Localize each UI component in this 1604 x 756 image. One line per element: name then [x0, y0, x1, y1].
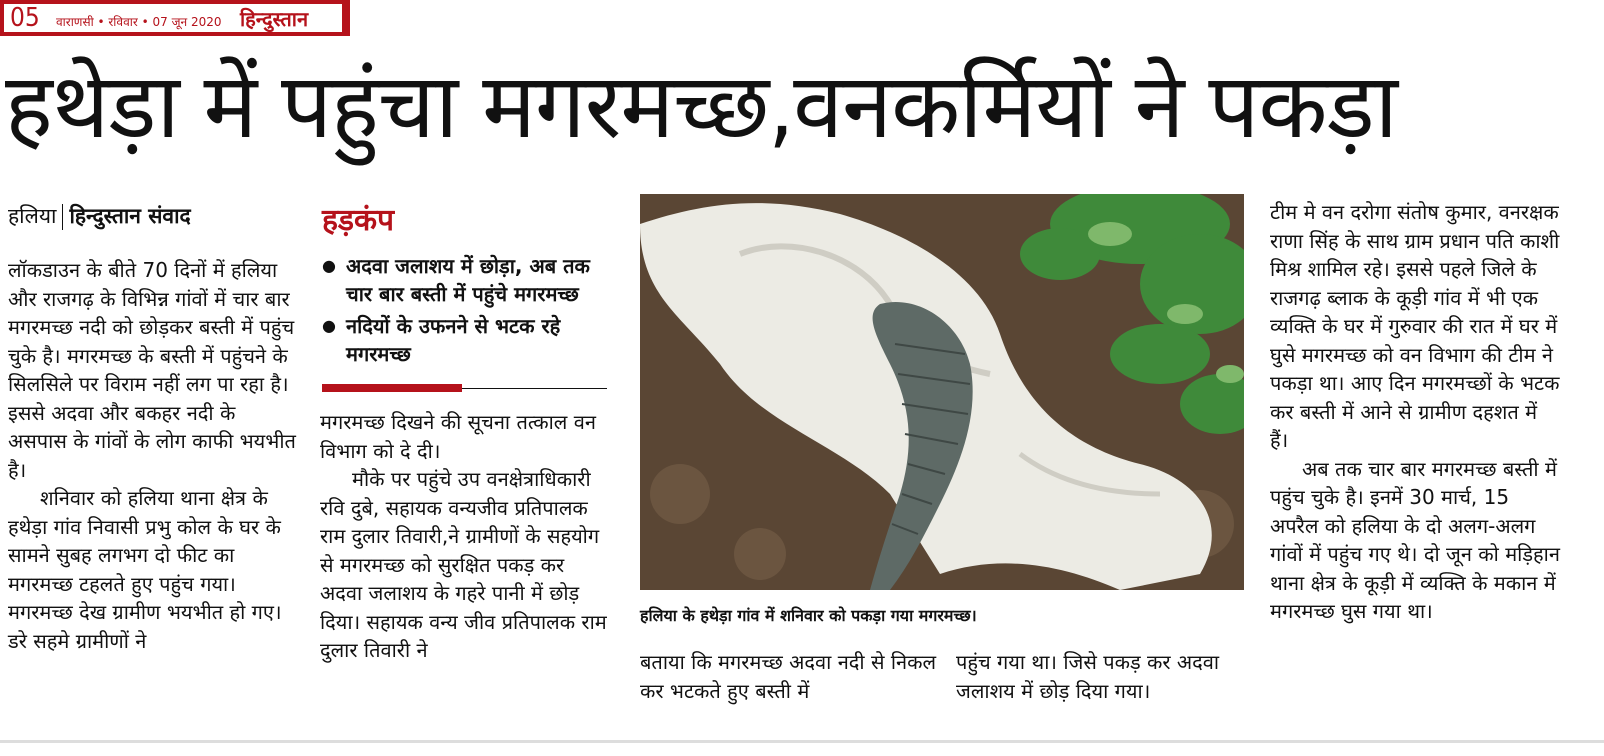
- divider-rule: [462, 388, 607, 389]
- bullet-item: ● अदवा जलाशय में छोड़ा, अब तक चार बार बस्ती में पहुंचे मगरमच्छ: [322, 252, 612, 308]
- byline: [8, 202, 191, 230]
- article-column-1: [8, 256, 298, 655]
- bullet-item: ● नदियों के उफनने से भटक रहे मगरमच्छ: [322, 312, 612, 368]
- byline-place: हलिया: [8, 204, 57, 228]
- byline-divider: [62, 204, 63, 230]
- paragraph: अब तक चार बार मगरमच्छ बस्ती में पहुंच चुके है। इनमें 30 मार्च, 15 अपरैल को हलिया के दो अलग-अलग गांवों में पहुंच गए थे। दो जून को मड़िहान थाना क्षेत्र के कूड़ी में व्यक्ति के मकान में मगरमच्छ घुस गया था।: [1270, 456, 1560, 623]
- paragraph: मगरमच्छ दिखने की सूचना तत्काल वन विभाग को दे दी।: [320, 410, 596, 463]
- crocodile-photo: [640, 194, 1244, 590]
- paragraph: पहुंच गया था। जिसे पकड़ कर अदवा जलाशय में छोड़ दिया गया।: [956, 650, 1220, 703]
- article-column-4: [1270, 198, 1560, 626]
- paragraph: मौके पर पहुंचे उप वनक्षेत्राधिकारी रवि दुबे, सहायक वन्यजीव प्रतिपालक राम दुलार तिवारी,ने ग्रामीणों के सहयोग से मगरमच्छ को सुरक्षित पकड़ कर अदवा जलाशय के गहरे पानी में छोड़ दिया। सहायक वन्य जीव प्रतिपालक राम दुलार तिवारी ने: [320, 467, 607, 662]
- page-bottom-rule: [0, 740, 1604, 743]
- paragraph: टीम मे वन दरोगा संतोष कुमार, वनरक्षक राणा सिंह के साथ ग्राम प्रधान पति काशी मिश्र शामिल रहे। इससे पहले जिले के राजगढ़ ब्लाक के कूड़ी गांव में भी एक व्यक्ति के घर में गुरुवार की रात में घर में घुसे मगरमच्छ को वन विभाग की टीम ने पकड़ा था। आए दिन मगरमच्छों के भटक कर बस्ती में आने से ग्रामीण दहशत में हैं।: [1270, 200, 1560, 452]
- highlight-bullets: [322, 252, 612, 372]
- kicker: हड़कंप: [322, 203, 395, 238]
- paragraph: शनिवार को हलिया थाना क्षेत्र के हथेड़ा गांव निवासी प्रभु कोल के घर के सामने सुबह लगभग दो फीट का मगरमच्छ टहलते हुए पहुंच गया। मगरमच्छ देख ग्रामीण भयभीत हो गए। डरे सहमे ग्रामीणों ने: [8, 486, 282, 653]
- paragraph: बताया कि मगरमच्छ अदवा नदी से निकल कर भटकते हुए बस्ती में: [640, 650, 937, 703]
- masthead-strip: [0, 0, 350, 36]
- brand-name: हिन्दुस्तान: [240, 7, 309, 31]
- paragraph: लॉकडाउन के बीते 70 दिनों में हलिया और राजगढ़ के विभिन्न गांवों में चार बार मगरमच्छ नदी को छोड़कर बस्ती में पहुंच चुके है। मगरमच्छ के बस्ती में पहुंचने के सिलसिले पर विराम नहीं लग पा रहा है। इससे अदवा और बकहर नदी के असपास के गांवों के लोग काफी भयभीत है।: [8, 258, 296, 482]
- photo-caption: हलिया के हथेड़ा गांव में शनिवार को पकड़ा गया मगरमच्छ।: [640, 606, 977, 625]
- article-column-3b: [956, 648, 1244, 705]
- headline: हथेड़ा में पहुंचा मगरमच्छ,वनकर्मियों ने पकड़ा: [5, 54, 1397, 159]
- dateline: वाराणसी • रविवार • 07 जून 2020: [56, 15, 222, 29]
- article-column-2: [320, 408, 612, 665]
- photo-illustration: [640, 194, 1244, 590]
- byline-agency: हिन्दुस्तान संवाद: [69, 204, 191, 228]
- article-column-3a: [640, 648, 940, 705]
- page-number: 05: [10, 3, 40, 33]
- accent-rule: [322, 384, 462, 392]
